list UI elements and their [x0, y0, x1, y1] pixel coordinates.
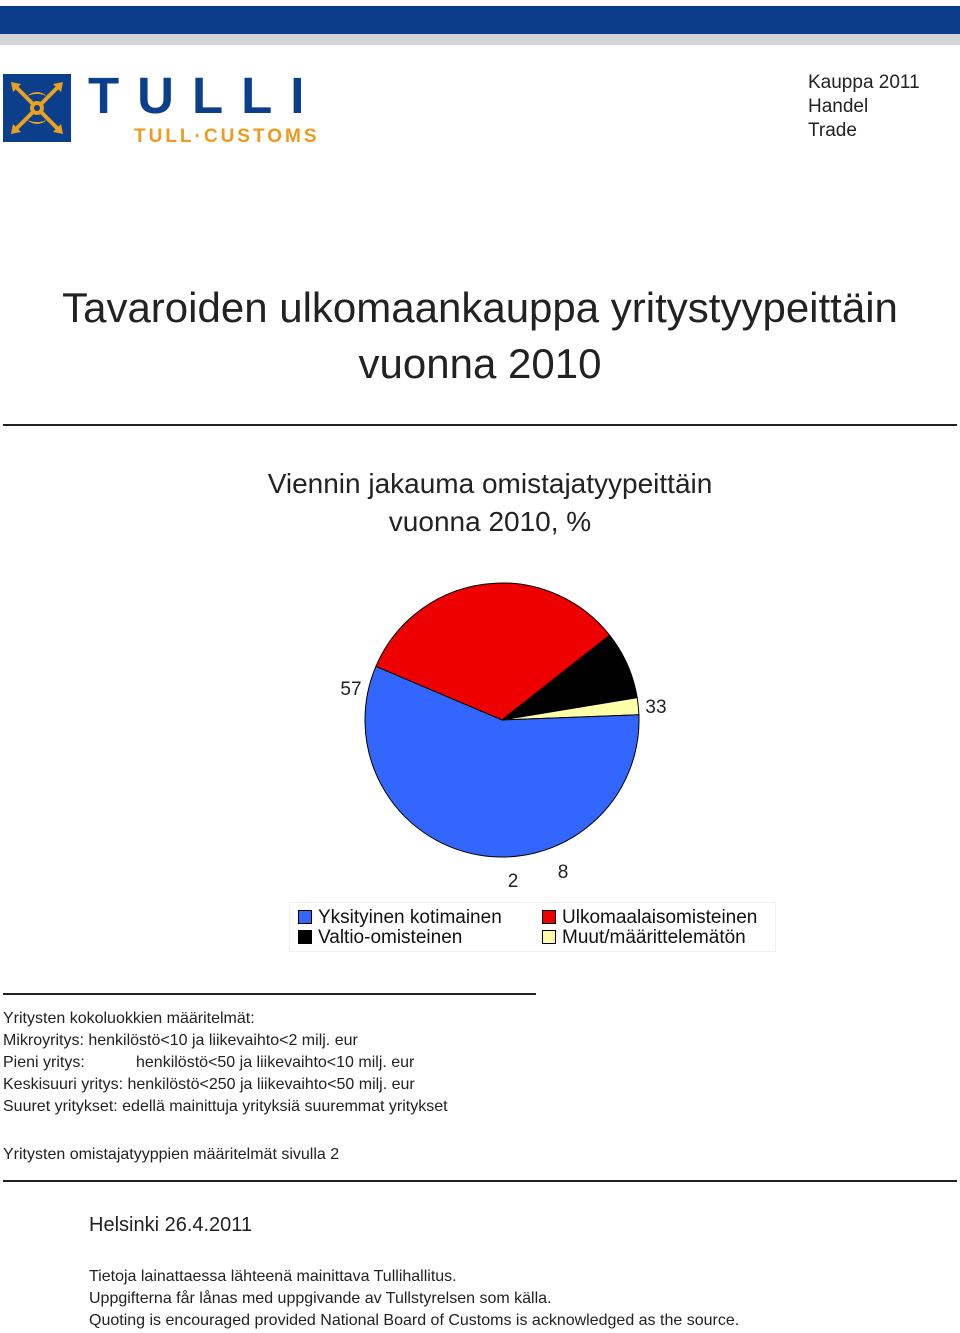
definition-value: henkilöstö<50 ja liikevaihto<10 milj. eur: [136, 1054, 415, 1071]
slice-value-label: 8: [557, 862, 569, 883]
legend-item: [542, 908, 757, 928]
legend-swatch: [298, 910, 312, 924]
chart-legend: [289, 902, 776, 952]
slice-value-label: 57: [340, 679, 362, 700]
legend-swatch: [542, 910, 556, 924]
chart-title: [190, 465, 790, 541]
place-date: Helsinki 26.4.2011: [89, 1214, 253, 1236]
definition-key: Pieni yritys:: [3, 1054, 85, 1071]
page-title-line: Tavaroiden ulkomaankauppa yritystyypeittäin: [62, 284, 898, 331]
legend-item: [542, 928, 746, 948]
slice-value-label: 33: [645, 697, 667, 718]
legend-label: Yksityinen kotimainen: [318, 907, 502, 928]
size-definitions: [3, 1008, 448, 1118]
publication-info: [808, 71, 920, 143]
definitions-heading: Yritysten kokoluokkien määritelmät:: [3, 1010, 255, 1027]
definition-large: Suuret yritykset: edellä mainittuja yrityksiä suuremmat yritykset: [3, 1098, 448, 1115]
publication-line: Kauppa 2011: [808, 72, 920, 93]
legend-item: [298, 908, 502, 928]
chart-title-line: vuonna 2010, %: [388, 506, 592, 537]
logo-wordmark: TULLI: [88, 67, 323, 124]
publication-line: Handel: [808, 96, 869, 117]
source-note-fi: Tietoja lainattaessa lähteenä mainittava Tullihallitus.: [89, 1268, 457, 1285]
source-note-en: Quoting is encouraged provided National Board of Customs is acknowledged as the source.: [89, 1312, 740, 1329]
pie-chart: [0, 570, 960, 900]
source-notes: [89, 1266, 739, 1332]
owner-types-note: Yritysten omistajatyyppien määritelmät sivulla 2: [3, 1146, 340, 1163]
logo-subtitle: TULL·CUSTOMS: [134, 126, 320, 147]
slice-value-label: 2: [507, 871, 519, 892]
page-title: [0, 280, 960, 392]
divider: [3, 424, 957, 426]
divider-short: [3, 993, 536, 995]
legend-label: Ulkomaalaisomisteinen: [562, 907, 758, 928]
header-band-light: [0, 34, 960, 45]
legend-label: Valtio-omisteinen: [318, 927, 463, 948]
definition-small: [3, 1052, 448, 1074]
source-note-sv: Uppgifterna får lånas med uppgivande av Tullstyrelsen som källa.: [89, 1290, 552, 1307]
definition-micro: Mikroyritys: henkilöstö<10 ja liikevaihto<2 milj. eur: [3, 1032, 358, 1049]
page-title-line: vuonna 2010: [358, 340, 602, 387]
definition-medium: Keskisuuri yritys: henkilöstö<250 ja liikevaihto<50 milj. eur: [3, 1076, 415, 1093]
legend-item: [298, 928, 462, 948]
chart-title-line: Viennin jakauma omistajatyypeittäin: [267, 468, 713, 499]
header-band-dark: [0, 6, 960, 34]
publication-line: Trade: [808, 120, 857, 141]
divider: [3, 1180, 957, 1182]
legend-swatch: [298, 930, 312, 944]
legend-label: Muut/määrittelemätön: [562, 927, 746, 948]
customs-emblem-icon: [3, 74, 71, 142]
legend-swatch: [542, 930, 556, 944]
